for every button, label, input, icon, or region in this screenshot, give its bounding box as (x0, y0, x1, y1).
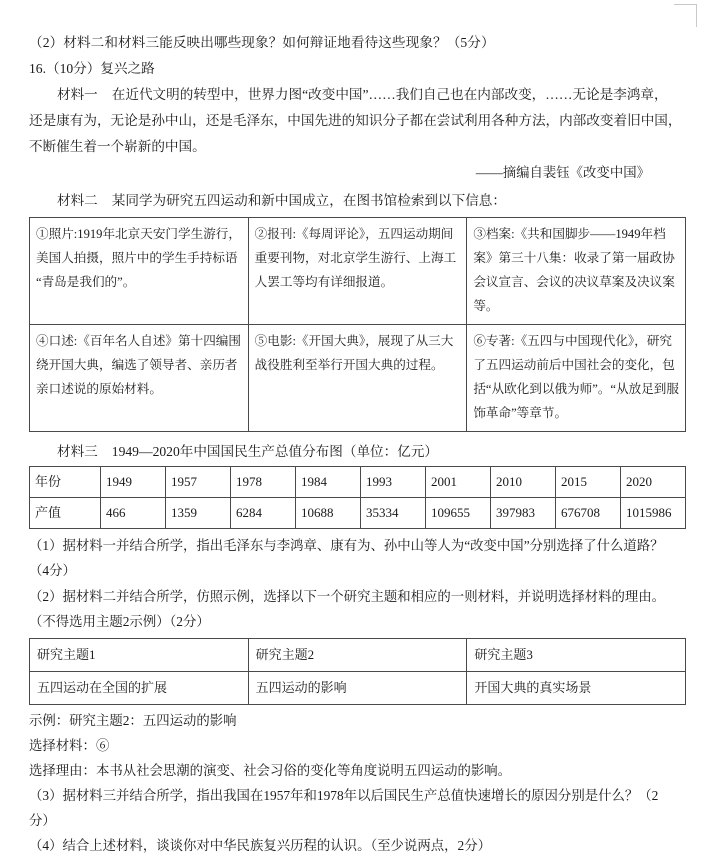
source-cell-4: ④口述:《百年名人自述》第十四编围绕开国大典，编选了领导者、亲历者亲口述说的原始材料。 (30, 324, 249, 431)
year-cell-2: 1978 (231, 466, 296, 497)
question-2-line-1: （2）据材料二并结合所学，仿照示例，选择以下一个研究主题和相应的一则材料，并说明选择材料的理由。 (29, 588, 666, 604)
year-cell-0: 1949 (101, 466, 166, 497)
row-label-output: 产值 (30, 497, 101, 528)
year-cell-3: 1984 (296, 466, 361, 497)
material-three-label: 材料三 (57, 443, 98, 459)
material-one-label: 材料一 (57, 86, 98, 102)
value-cell-8: 1015986 (621, 497, 686, 528)
theme-value-1: 五四运动在全国的扩展 (30, 671, 249, 704)
table-row (30, 217, 686, 324)
value-cell-3: 10688 (296, 497, 361, 528)
source-materials-table (29, 217, 686, 432)
example-choice-line: 选择材料：⑥ (29, 737, 110, 753)
value-cell-5: 109655 (426, 497, 491, 528)
table-row-theme-headers (30, 638, 686, 671)
table-row-values (30, 497, 686, 528)
item-16-heading: 16.（10分）复兴之路 (29, 60, 155, 76)
top-spacer (29, 0, 686, 30)
question-4-line-1: （4）结合上述材料，谈谈你对中华民族复兴历程的认识。（至少说两点，2分） (29, 837, 491, 853)
source-cell-5: ⑤电影:《开国大典》，展现了从三大战役胜利至举行开国大典的过程。 (248, 324, 467, 431)
source-cell-6: ⑥专著:《五四与中国现代化》，研究了五四运动前后中国社会的变化，包括“从欧化到以俄为师”。“从放足到服饰革命”等章节。 (467, 324, 686, 431)
theme-header-1: 研究主题1 (30, 638, 249, 671)
gdp-data-table (29, 466, 686, 529)
example-reason-line: 选择理由：本书从社会思潮的演变、社会习俗的变化等角度说明五四运动的影响。 (29, 762, 512, 778)
research-themes-table (29, 638, 686, 705)
row-label-year: 年份 (30, 466, 101, 497)
table-row-theme-values (30, 671, 686, 704)
question-1-line-2: （4分） (29, 563, 76, 578)
year-cell-1: 1957 (166, 466, 231, 497)
material-one-line-2: 还是康有为，无论是孙中山，还是毛泽东，中国先进的知识分子都在尝试利用各种方法，内部改变着旧中国， (29, 112, 682, 128)
table-row-years (30, 466, 686, 497)
source-cell-2: ②报刊:《每周评论》，五四运动期间重要刊物，对北京学生游行、上海工人罢工等均有详细报道。 (248, 217, 467, 324)
previous-question-2: （2）材料二和材料三能反映出哪些现象？如何辩证地看待这些现象？（5分） (29, 35, 495, 50)
value-cell-7: 676708 (556, 497, 621, 528)
year-cell-7: 2015 (556, 466, 621, 497)
value-cell-2: 6284 (231, 497, 296, 528)
theme-value-2: 五四运动的影响 (248, 671, 467, 704)
question-1-line-1: （1）据材料一并结合所学，指出毛泽东与李鸿章、康有为、孙中山等人为“改变中国”分别选择了什么道路？ (29, 537, 664, 553)
source-cell-3: ③档案:《共和国脚步——1949年档案》第三十八集：收录了第一届政协会议宣言、会议的决议草案及决议案等。 (467, 217, 686, 324)
material-three-heading (29, 439, 686, 465)
material-three-title: 1949—2020年中国国民生产总值分布图（单位：亿元） (111, 443, 439, 459)
value-cell-0: 466 (101, 497, 166, 528)
material-two-label: 材料二 (57, 192, 98, 208)
year-cell-5: 2001 (426, 466, 491, 497)
question-2-line-2: （不得选用主题2示例）（2分） (29, 614, 210, 629)
material-two-intro: 某同学为研究五四运动和新中国成立，在图书馆检索到以下信息： (111, 192, 506, 208)
value-cell-1: 1359 (166, 497, 231, 528)
year-cell-6: 2010 (491, 466, 556, 497)
material-one-attribution: ——摘编自裴钰《改变中国》 (475, 164, 650, 180)
source-cell-1: ①照片:1919年北京天安门学生游行，美国人拍摄，照片中的学生手持标语“青岛是我们的”。 (30, 217, 249, 324)
year-cell-8: 2020 (621, 466, 686, 497)
question-3-line-1: （3）据材料三并结合所学，指出我国在1957年和1978年以后国民生产总值快速增长的原因分别是什么？（2 (29, 787, 659, 803)
value-cell-6: 397983 (491, 497, 556, 528)
value-cell-4: 35334 (361, 497, 426, 528)
table-row (30, 324, 686, 431)
theme-header-3: 研究主题3 (467, 638, 686, 671)
material-one-line-1 (29, 82, 686, 108)
theme-value-3: 开国大典的真实场景 (467, 671, 686, 704)
year-cell-4: 1993 (361, 466, 426, 497)
question-3-line-2: 分） (29, 812, 56, 828)
theme-header-2: 研究主题2 (248, 638, 467, 671)
example-theme-line: 示例：研究主题2：五四运动的影响 (29, 712, 237, 728)
material-one-line-3: 不断催生着一个崭新的中国。 (29, 138, 206, 154)
material-two-intro-line (29, 188, 686, 214)
page-content (29, 0, 686, 858)
material-one-text-1: 在近代文明的转型中，世界力图“改变中国”……我们自己也在内部改变，……无论是李鸿章， (111, 86, 668, 102)
